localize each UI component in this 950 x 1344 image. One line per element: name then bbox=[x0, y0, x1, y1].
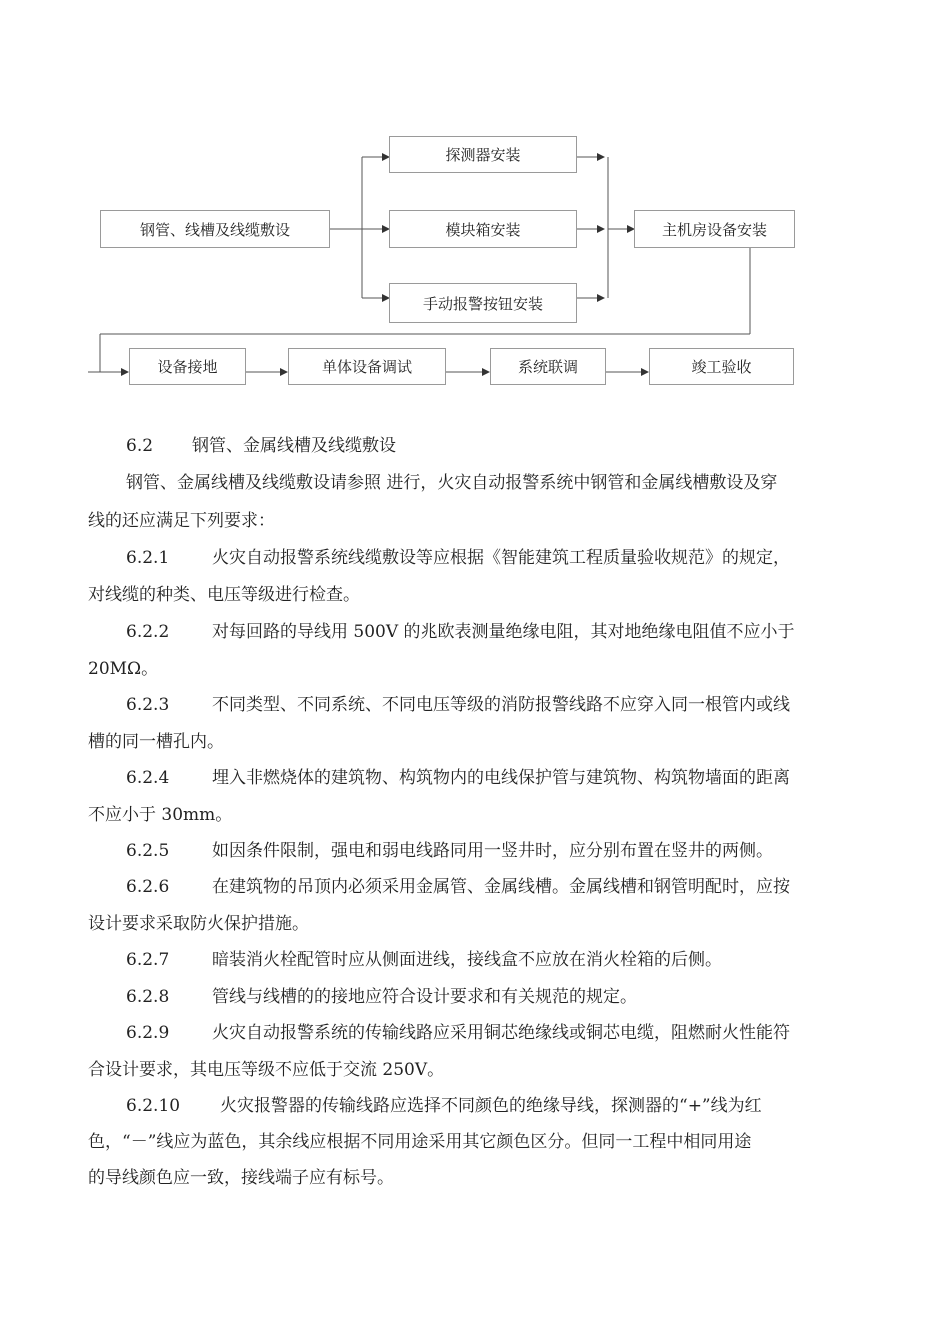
section-heading bbox=[126, 428, 396, 464]
flow-node-host bbox=[634, 210, 795, 248]
clause-line bbox=[126, 979, 637, 1015]
flow-node-label: 钢管、线槽及线缆敷设 bbox=[139, 220, 290, 239]
flow-node-label: 竣工验收 bbox=[691, 358, 752, 376]
clause-continuation: 对线缆的种类、电压等级进行检查。 bbox=[88, 585, 360, 605]
clause-number: 6.2.7 bbox=[126, 950, 170, 970]
clause-text: 管线与线槽的的接地应符合设计要求和有关规范的规定。 bbox=[212, 987, 637, 1007]
flow-node-ground bbox=[129, 348, 246, 385]
clause-number: 6.2.5 bbox=[126, 841, 170, 861]
clause-continuation: 不应小于 30mm。 bbox=[88, 805, 233, 825]
clause-line bbox=[126, 1088, 762, 1124]
clause-number: 6.2.8 bbox=[126, 987, 170, 1007]
clause-text: 火灾自动报警系统线缆敷设等应根据《智能建筑工程质量验收规范》的规定， bbox=[212, 548, 790, 568]
clause-text: 埋入非燃烧体的建筑物、构筑物内的电线保护管与建筑物、构筑物墙面的距离 bbox=[212, 768, 790, 788]
clause-text: 暗装消火栓配管时应从侧面进线，接线盒不应放在消火栓箱的后侧。 bbox=[212, 950, 722, 970]
clause-line bbox=[126, 760, 790, 796]
clause-number: 6.2.4 bbox=[126, 768, 170, 788]
flow-node-label: 探测器安装 bbox=[445, 146, 521, 164]
clause-line bbox=[126, 614, 795, 650]
clause-continuation: 色，“－”线应为蓝色，其余线应根据不同用途采用其它颜色区分。但同一工程中相同用途 bbox=[88, 1132, 752, 1152]
clause-number: 6.2.9 bbox=[126, 1023, 170, 1043]
clause-number: 6.2.6 bbox=[126, 877, 170, 897]
flow-node-acceptance bbox=[649, 348, 794, 385]
section-intro-line: 钢管、金属线槽及线缆敷设请参照 进行，火灾自动报警系统中钢管和金属线槽敷设及穿 bbox=[126, 473, 778, 493]
flow-node-cable bbox=[100, 210, 330, 248]
clause-line bbox=[126, 833, 773, 869]
clause-text: 火灾报警器的传输线路应选择不同颜色的绝缘导线，探测器的“+”线为红 bbox=[220, 1096, 762, 1116]
clause-number: 6.2.2 bbox=[126, 622, 170, 642]
clause-continuation: 20MΩ。 bbox=[88, 659, 159, 679]
clause-continuation: 设计要求采取防火保护措施。 bbox=[88, 914, 309, 934]
flow-node-label: 手动报警按钮安装 bbox=[422, 294, 543, 313]
clause-text: 对每回路的导线用 500V 的兆欧表测量绝缘电阻，其对地绝缘电阻值不应小于 bbox=[212, 622, 795, 642]
clause-line bbox=[126, 869, 790, 905]
clause-text: 如因条件限制，强电和弱电线路同用一竖井时，应分别布置在竖井的两侧。 bbox=[212, 841, 773, 861]
clause-number: 6.2.10 bbox=[126, 1096, 181, 1116]
clause-continuation: 合设计要求，其电压等级不应低于交流 250V。 bbox=[88, 1060, 445, 1080]
clause-line bbox=[126, 942, 722, 978]
clause-line bbox=[126, 687, 790, 723]
flow-node-label: 模块箱安装 bbox=[445, 220, 521, 239]
clause-line bbox=[126, 540, 790, 576]
flow-node-label: 主机房设备安装 bbox=[661, 220, 767, 239]
section-title: 钢管、金属线槽及线缆敷设 bbox=[192, 436, 396, 456]
flow-node-unit-test bbox=[288, 348, 446, 385]
section-number: 6.2 bbox=[126, 436, 154, 456]
clause-text: 不同类型、不同系统、不同电压等级的消防报警线路不应穿入同一根管内或线 bbox=[212, 695, 790, 715]
flow-node-detector bbox=[389, 136, 577, 173]
flowchart-connectors bbox=[0, 0, 950, 400]
clause-continuation: 槽的同一槽孔内。 bbox=[88, 732, 224, 752]
flow-node-label: 系统联调 bbox=[517, 358, 578, 376]
clause-number: 6.2.3 bbox=[126, 695, 170, 715]
flow-node-label: 单体设备调试 bbox=[321, 358, 412, 376]
clause-continuation: 的导线颜色应一致，接线端子应有标号。 bbox=[88, 1168, 394, 1188]
flow-node-label: 设备接地 bbox=[157, 358, 218, 376]
clause-text: 在建筑物的吊顶内必须采用金属管、金属线槽。金属线槽和钢管明配时，应按 bbox=[212, 877, 790, 897]
flow-node-system-test bbox=[490, 348, 606, 385]
clause-number: 6.2.1 bbox=[126, 548, 170, 568]
clause-text: 火灾自动报警系统的传输线路应采用铜芯绝缘线或铜芯电缆，阻燃耐火性能符 bbox=[212, 1023, 790, 1043]
installation-flowchart bbox=[0, 0, 950, 400]
clause-line bbox=[126, 1015, 790, 1051]
section-intro-line: 线的还应满足下列要求： bbox=[88, 511, 275, 531]
flow-node-button bbox=[389, 283, 577, 323]
flow-node-module bbox=[389, 210, 577, 248]
